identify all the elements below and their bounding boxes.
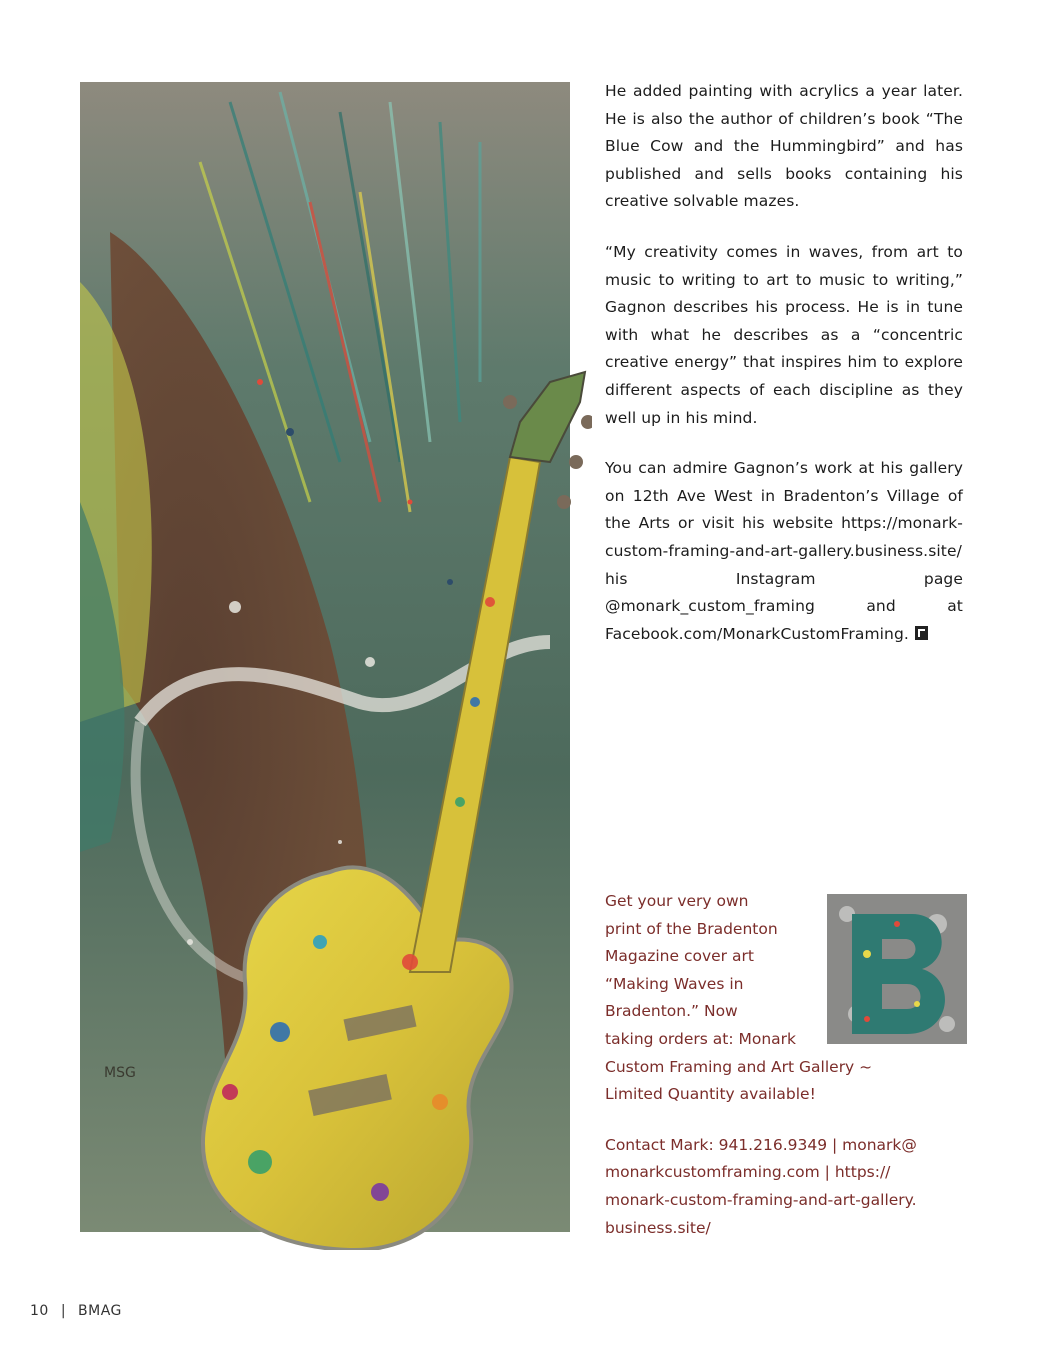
article-paragraph-3	[605, 455, 963, 648]
facebook-link[interactable]: Facebook.com/MonarkCustomFraming.	[605, 624, 909, 643]
cover-artwork-image	[80, 82, 592, 1250]
article-paragraph-3-text: You can admire Gagnon’s work at his gallery on 12th Ave West in Bradenton’s Village of the Arts or visit his website https://monark-custom-framing-and-art-gallery.business.site/ his Instagram page @monark_custom_framing and at	[605, 459, 963, 616]
page-number: 10	[30, 1303, 49, 1319]
artwork-signature: MSG	[104, 1065, 136, 1081]
promo-line: taking orders at: Monark	[605, 1029, 797, 1048]
promo-line: “Making Waves in	[605, 974, 744, 993]
contact-line[interactable]: Contact Mark: 941.216.9349 | monark@	[605, 1135, 917, 1154]
print-promo	[605, 888, 967, 1265]
promo-line: Get your very own	[605, 892, 749, 910]
contact-line[interactable]: monarkcustomframing.com | https://	[605, 1163, 891, 1182]
contact-info	[605, 1132, 967, 1242]
promo-line: Magazine cover art	[605, 947, 754, 966]
end-of-article-icon	[915, 626, 928, 640]
promo-line: Limited Quantity available!	[605, 1085, 816, 1104]
promo-line: print of the Bradenton	[605, 919, 778, 938]
article-paragraph-2: “My creativity comes in waves, from art to music to writing to art to music to writing,” Gagnon describes his process. He is in tune with what he describes as a “concentric creative energy” that inspires him to explore different aspects of each discipline as they well up in his mind.	[605, 242, 963, 427]
promo-line: Bradenton.” Now	[605, 1002, 738, 1021]
cover-print-thumbnail	[827, 894, 967, 1044]
footer-separator: |	[60, 1303, 67, 1319]
article-body	[605, 78, 963, 671]
promo-line: Custom Framing and Art Gallery ~	[605, 1057, 873, 1076]
contact-line[interactable]: business.site/	[605, 1218, 711, 1237]
contact-line[interactable]: monark-custom-framing-and-art-gallery.	[605, 1190, 917, 1209]
article-paragraph-1: He added painting with acrylics a year later. He is also the author of children’s book “The Blue Cow and the Hummingbird” and has published and sells books containing his creative solvable mazes.	[605, 82, 963, 211]
magazine-name: BMAG	[78, 1303, 122, 1319]
page-footer	[30, 1303, 122, 1319]
